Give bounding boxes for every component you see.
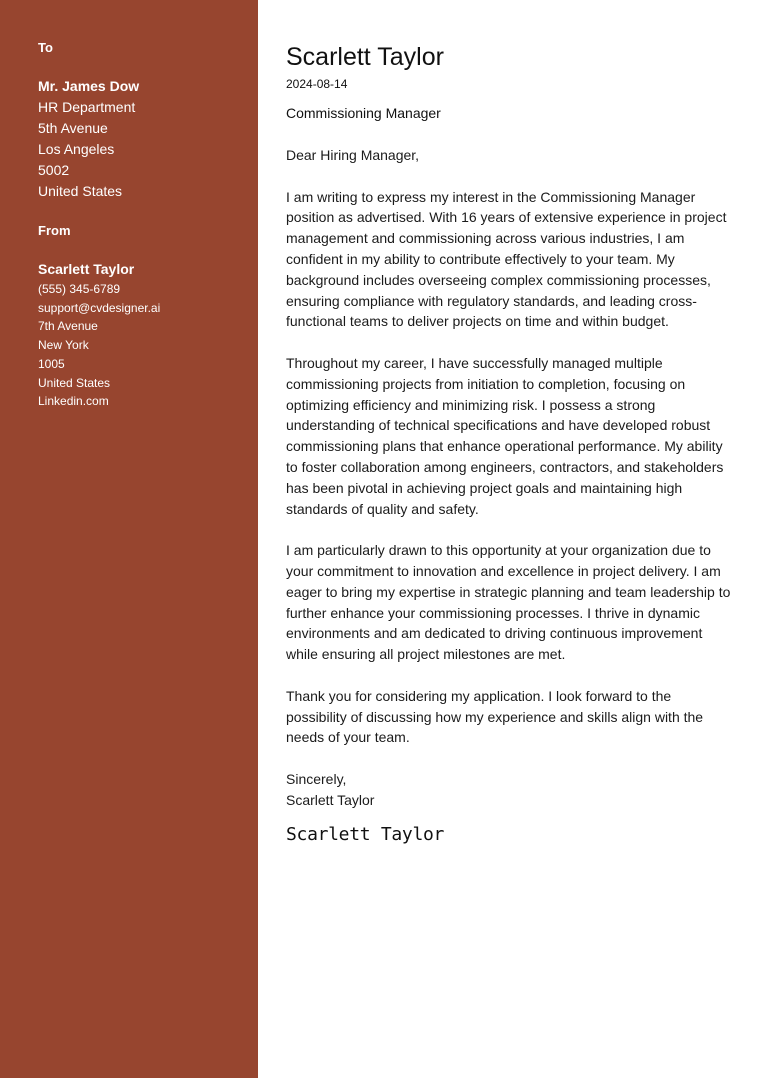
closing-block [286,769,732,811]
sender-phone: (555) 345-6789 [38,282,121,296]
recipient-name: Mr. James Dow [38,78,140,94]
letter-body [258,0,768,1078]
paragraph: Thank you for considering my application. I look forward to the possibility of discussing how my experience and skills align with the needs of your team. [286,687,704,746]
sender-country: United States [38,375,111,390]
recipient-zip: 5002 [38,162,70,178]
sender-name: Scarlett Taylor [38,261,135,277]
applicant-name: Scarlett Taylor [286,43,444,71]
recipient-department: HR Department [38,99,136,115]
salutation: Dear Hiring Manager, [286,147,420,163]
sender-street: 7th Avenue [38,319,98,334]
position-title: Commissioning Manager [286,105,441,121]
recipient-block [38,40,258,202]
to-heading: To [38,40,53,55]
letter-date: 2024-08-14 [286,77,348,91]
closing-name: Scarlett Taylor [286,791,375,808]
paragraph: I am particularly drawn to this opportunity at your organization due to your commitment to innovation and excellence in project delivery. I am eager to bring my expertise in strategic planning and team leadership to further enhance your commissioning processes. I thrive in dynamic environments and am dedicated to driving continuous improvement while ensuring all project milestones are met. [286,542,731,663]
recipient-city: Los Angeles [38,141,115,157]
closing-phrase: Sincerely, [286,770,347,787]
from-heading: From [38,223,71,238]
paragraph: Throughout my career, I have successfully managed multiple commissioning projects from initiation to completion, focusing on optimizing efficiency and minimizing risk. I possess a strong understanding of technical specifications and have developed robust commissioning plans that enhance operational performance. My ability to foster collaboration among engineers, contractors, and stakeholders has been pivotal in achieving project goals and maintaining high standards of quality and safety. [286,354,724,517]
recipient-country: United States [38,183,123,199]
sidebar [0,0,258,1078]
sender-city: New York [38,338,89,353]
sender-email: support@cvdesigner.ai [38,300,161,315]
signature: Scarlett Taylor [286,823,445,845]
recipient-street: 5th Avenue [38,120,108,136]
sender-zip: 1005 [38,356,65,371]
paragraph: I am writing to express my interest in the Commissioning Manager position as advertised. With 16 years of extensive experience in project management and commissioning across various industries, I am confident in my ability to contribute effectively to your team. My background includes overseeing complex commissioning processes, ensuring compliance with regulatory standards, and leading cross-functional teams to deliver projects on time and within budget. [286,188,727,330]
sender-block [38,223,258,411]
sender-linkedin: Linkedin.com [38,394,109,409]
